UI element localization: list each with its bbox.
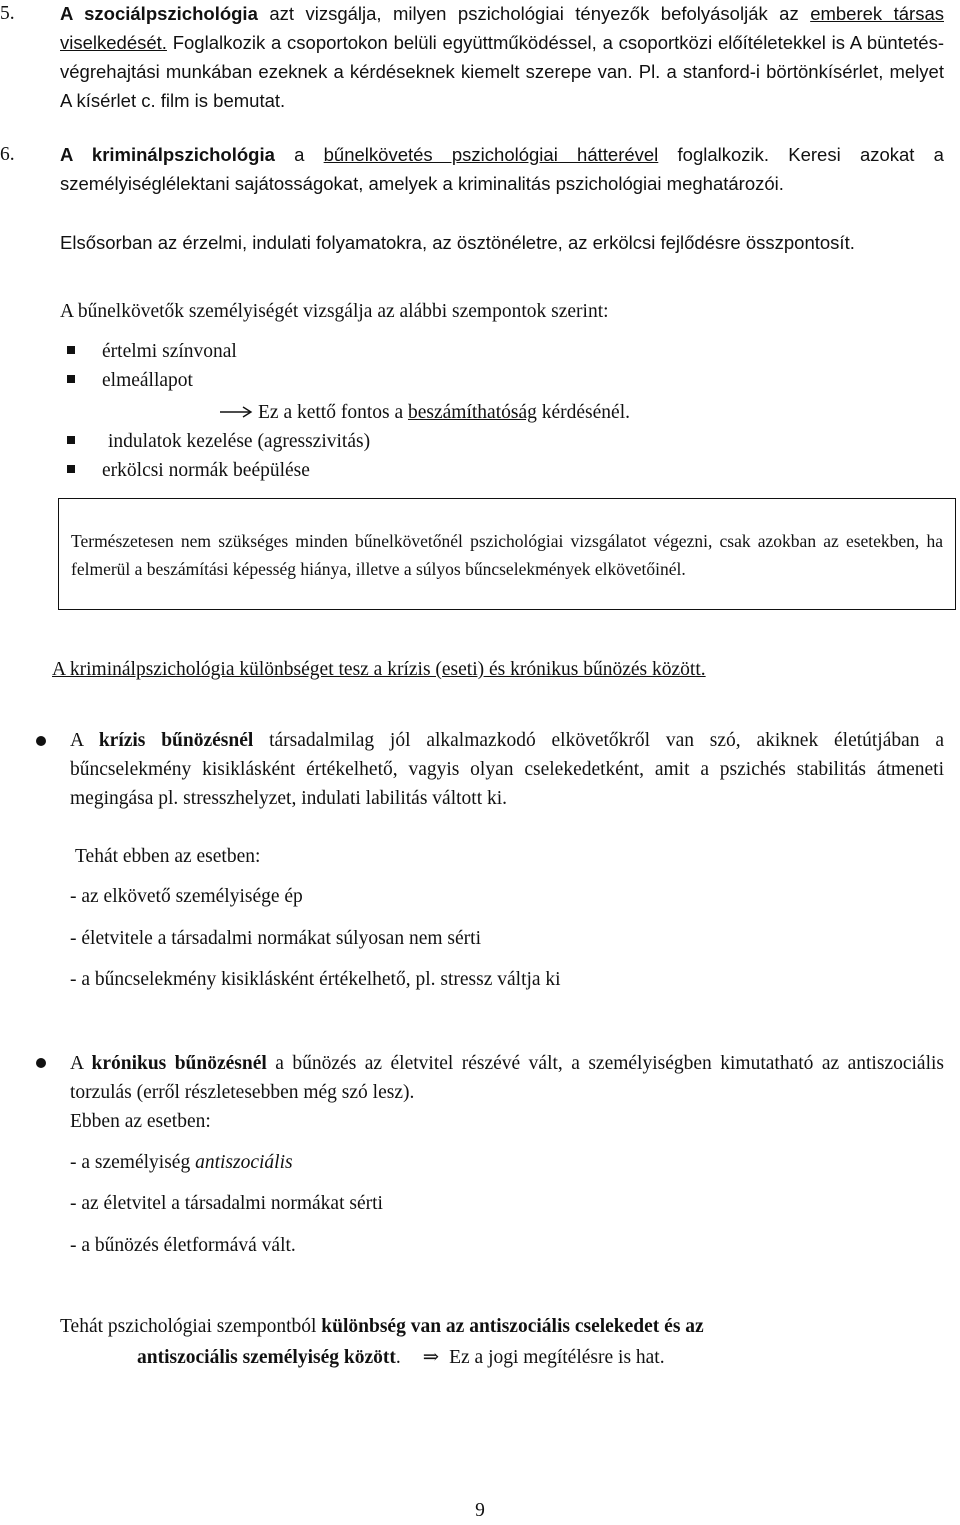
- square-bullet-icon: [67, 436, 75, 444]
- conclusion-dot: .: [395, 1347, 401, 1368]
- section-5-number: 5.: [0, 3, 15, 24]
- conclusion-pre: Tehát pszichológiai szempontból: [60, 1316, 322, 1337]
- section-6-paragraph-3: A bűnelkövetők személyiségét vizsgálja az alábbi szempontok szerint:: [60, 301, 609, 322]
- chronic-point-2: - az életvitel a társadalmi normákat sérti: [70, 1193, 383, 1214]
- chronic-paragraph: [70, 1049, 944, 1107]
- conclusion-bold-1: különbség van az antiszociális cselekedet és az: [321, 1316, 704, 1337]
- conclusion-tail: Ez a jogi megítélésre is hat.: [449, 1347, 665, 1368]
- chronic-point-1: [70, 1148, 293, 1177]
- aspect-item-4: erkölcsi normák beépülése: [102, 460, 310, 481]
- chronic-term: krónikus bűnözésnél: [91, 1053, 267, 1074]
- crisis-pre: A: [70, 730, 99, 751]
- chronic-point-1-italic: antiszociális: [195, 1152, 293, 1173]
- section-6-text-1: a: [274, 144, 324, 165]
- crisis-text: társadalmilag jól alkalmazkodó elkövetőkről van szó, akiknek életútjában a bűncselekmény kisiklásként értékelhető, vagyis olyan cselekedetként, amit a pszichés stabilitás átmeneti megingása pl. stresszhelyzet, indulati labilitás váltott ki.: [70, 730, 944, 809]
- section-5-underlined: emberek társas viselkedését.: [60, 3, 944, 53]
- crisis-point-1: - az elkövető személyisége ép: [70, 886, 303, 907]
- section-6-paragraph: [60, 140, 944, 198]
- chronic-intro: Ebben az esetben:: [70, 1111, 211, 1132]
- aspect-item-2: elmeállapot: [102, 370, 193, 391]
- chronic-text: a bűnözés az életvitel részévé vált, a személyiségben kimutatható az antiszociális torzulás (erről részletesebben még szó lesz).: [70, 1053, 944, 1103]
- conclusion-bold-2: antiszociális személyiség között: [137, 1347, 396, 1368]
- arrow-note-underlined: beszámíthatóság: [408, 402, 537, 423]
- round-bullet-icon: [36, 1058, 46, 1068]
- aspect-item-3: indulatok kezelése (agresszivitás): [108, 431, 371, 452]
- crisis-intro: Tehát ebben az esetben:: [75, 846, 261, 867]
- square-bullet-icon: [67, 375, 75, 383]
- section-6-paragraph-2: Elsősorban az érzelmi, indulati folyamatokra, az ösztönéletre, az erkölcsi fejlődésre összpontosít.: [60, 232, 855, 253]
- right-arrow-icon: [220, 405, 254, 419]
- section-5-paragraph: [60, 0, 944, 115]
- note-box: [58, 498, 956, 610]
- square-bullet-icon: [67, 465, 75, 473]
- crisis-term: krízis bűnözésnél: [98, 730, 254, 751]
- crisis-paragraph: [70, 726, 944, 813]
- conclusion-line-1: [60, 1312, 900, 1341]
- crisis-point-3: - a bűncselekmény kisiklásként értékelhető, pl. stressz váltja ki: [70, 969, 561, 990]
- aspect-item-1: értelmi színvonal: [102, 341, 237, 362]
- chronic-point-3: - a bűnözés életformává vált.: [70, 1235, 296, 1256]
- implies-arrow-icon: ⇒: [422, 1347, 440, 1368]
- chronic-pre: A: [70, 1053, 92, 1074]
- square-bullet-icon: [67, 346, 75, 354]
- chronic-point-1-text: - a személyiség: [70, 1152, 196, 1173]
- distinction-sentence: A kriminálpszichológia különbséget tesz a krízis (eseti) és krónikus bűnözés között.: [52, 659, 706, 680]
- arrow-note-text: Ez a kettő fontos a: [258, 402, 408, 423]
- arrow-note: [258, 398, 630, 427]
- note-box-text: Természetesen nem szükséges minden bűnelkövetőnél pszichológiai vizsgálatot végezni, csak azokban az esetekben, ha felmerül a beszámítási képesség hiánya, illetve a súlyos bűncselekmények elkövetőinél.: [71, 531, 943, 579]
- section-6-number: 6.: [0, 144, 15, 165]
- round-bullet-icon: [36, 736, 46, 746]
- section-5-text-2: Foglalkozik a csoportokon belüli együttműködéssel, a csoportközi előítéletekkel is A büntetés-végrehajtási munkában ezeknek a kérdéseknek kiemelt szerepe van. Pl. a stanford-i börtönkísérlet, melyet A kísérlet c. film is bemutat.: [60, 32, 944, 111]
- section-6-underlined: bűnelkövetés pszichológiai hátterével: [323, 144, 659, 165]
- section-6-term: A kriminálpszichológia: [60, 144, 275, 165]
- section-5-text-1: azt vizsgálja, milyen pszichológiai tényezők befolyásolják az: [257, 3, 811, 24]
- page-number: 9: [475, 1500, 485, 1521]
- section-6-text-2: foglalkozik. Keresi azokat a személyiséglélektani sajátosságokat, amelyek a kriminalitás pszichológiai meghatározói.: [60, 144, 944, 194]
- crisis-point-2: - életvitele a társadalmi normákat súlyosan nem sérti: [70, 928, 481, 949]
- conclusion-line-2: [137, 1343, 665, 1372]
- arrow-note-tail: kérdésénél.: [536, 402, 630, 423]
- section-5-term: A szociálpszichológia: [60, 3, 258, 24]
